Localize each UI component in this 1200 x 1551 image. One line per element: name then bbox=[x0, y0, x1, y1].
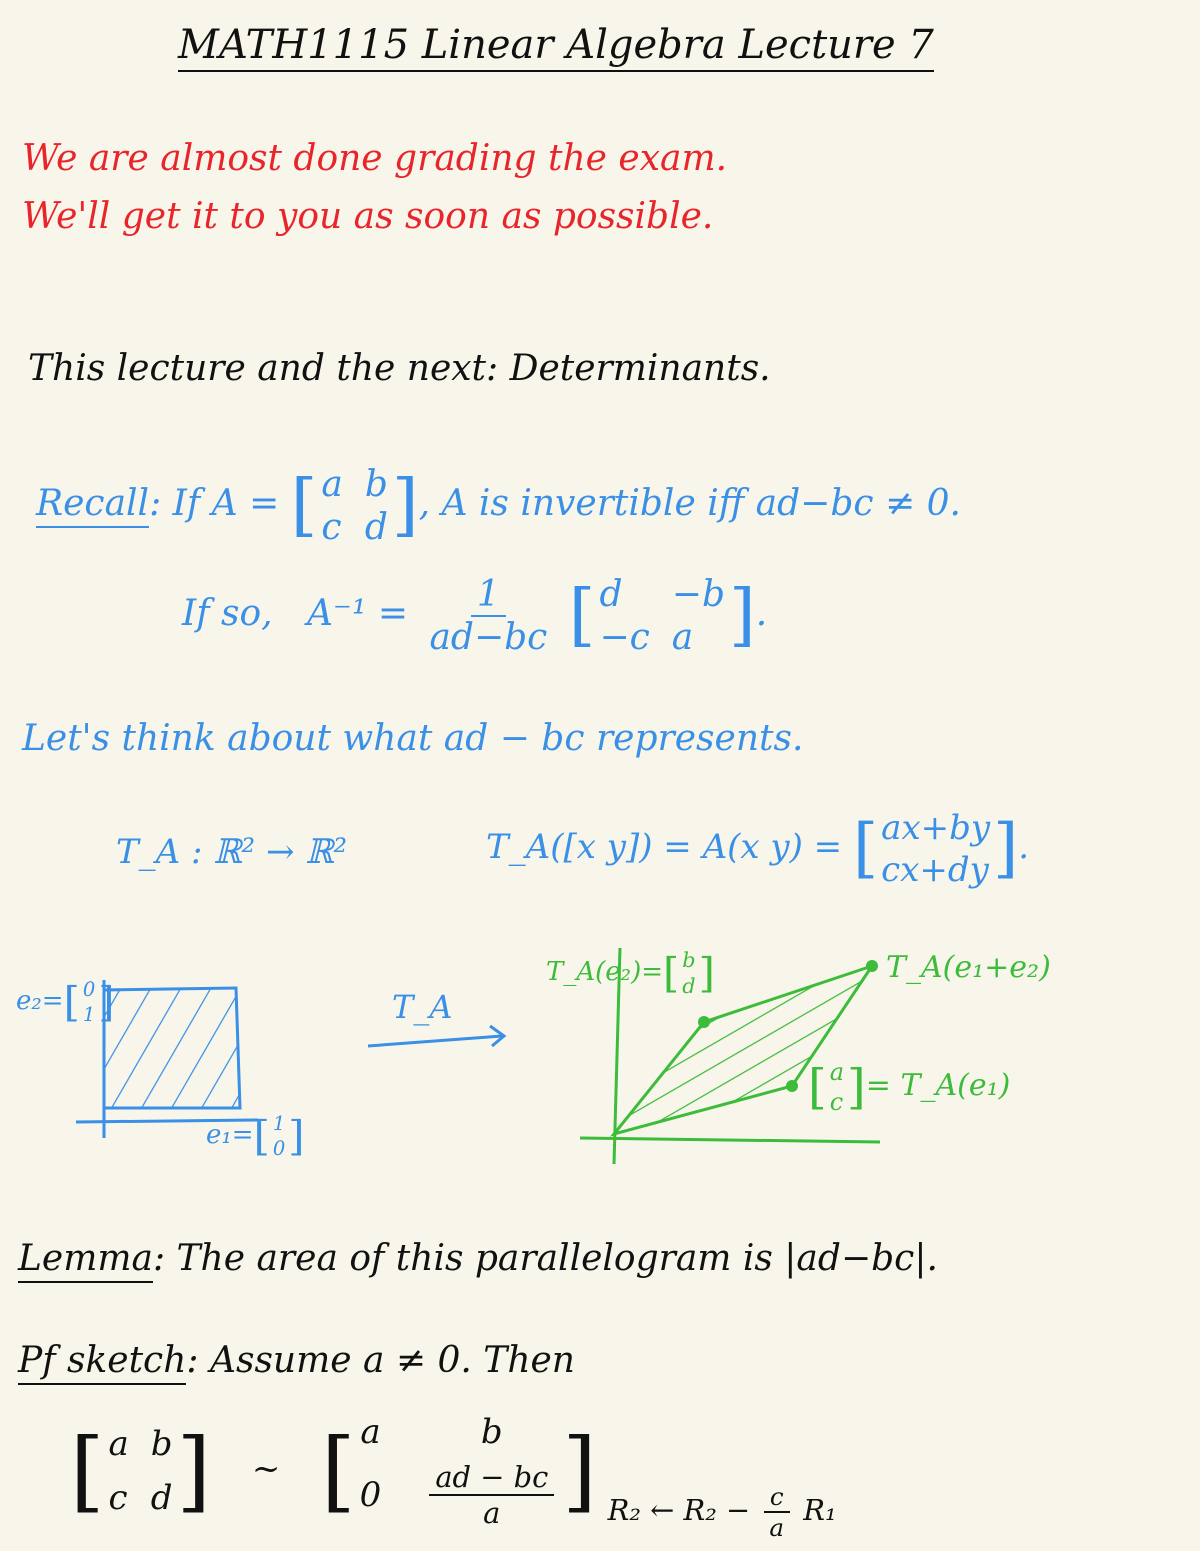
adj-entry: d bbox=[599, 574, 623, 615]
TA-e2-label bbox=[546, 948, 715, 998]
e2-vector: [ 0 1 ] bbox=[63, 977, 115, 1027]
adj-entry: −b bbox=[671, 574, 726, 615]
m1-entry: a bbox=[108, 1424, 129, 1464]
tilde: ~ bbox=[251, 1449, 281, 1489]
Ainv-eq: A⁻¹ = bbox=[306, 593, 408, 634]
think-line: Let's think about what ad − bc represents. bbox=[22, 718, 804, 759]
TA-e2-entry: b bbox=[682, 948, 696, 972]
fraction-denominator: ad−bc bbox=[429, 617, 548, 658]
recall-label: Recall bbox=[36, 483, 149, 528]
TA-e1-vector: [ a c ] bbox=[808, 1058, 866, 1116]
rowop-num: c bbox=[764, 1482, 790, 1513]
recall-A-eq: A = bbox=[211, 483, 280, 524]
matrix-A-entry: b bbox=[364, 464, 388, 505]
invertible-condition: , A is invertible iff ad−bc ≠ 0. bbox=[418, 483, 961, 524]
lemma-line bbox=[18, 1238, 938, 1279]
TA-e1-text: = T_A(e₁) bbox=[865, 1068, 1011, 1103]
result-entry: cx+dy bbox=[881, 850, 989, 890]
e2-label bbox=[16, 978, 115, 1026]
point-TA-e1 bbox=[786, 1080, 798, 1092]
e1-vector: [ 1 0 ] bbox=[253, 1111, 305, 1161]
m2-entry: a bbox=[360, 1412, 381, 1452]
transform-arrow bbox=[368, 1026, 504, 1046]
x-axis-2 bbox=[580, 1138, 880, 1142]
TA-e1-plus-e2-label: T_A(e₁+e₂) bbox=[886, 950, 1051, 985]
m1-entry: d bbox=[150, 1478, 173, 1518]
proof-label: Pf sketch bbox=[18, 1340, 186, 1385]
TA-result-vector: [ ax+by cx+dy ] bbox=[852, 808, 1019, 890]
TA-def-left: T_A([x y]) = A(x y) = bbox=[486, 827, 843, 867]
topic-line: This lecture and the next: Determinants. bbox=[28, 348, 771, 389]
arrow-label: T_A bbox=[392, 988, 453, 1026]
m2-fraction bbox=[429, 1460, 554, 1530]
m1-entry: c bbox=[108, 1478, 128, 1518]
unit-square bbox=[104, 988, 240, 1108]
fraction-numerator: 1 bbox=[471, 574, 506, 617]
announcement-line-2: We'll get it to you as soon as possible. bbox=[22, 196, 714, 237]
matrix-A: [ a b c d ] bbox=[290, 464, 419, 548]
recall-if: : If bbox=[149, 483, 201, 524]
matrix-A-entry: d bbox=[364, 507, 388, 548]
TA-e1-label bbox=[808, 1058, 1010, 1116]
adj-entry: a bbox=[671, 617, 694, 658]
lemma-label: Lemma bbox=[18, 1238, 153, 1283]
e1-entry: 1 bbox=[272, 1112, 286, 1135]
point-TA-e2 bbox=[698, 1016, 710, 1028]
e2-text: e₂= bbox=[16, 986, 64, 1016]
e1-entry: 0 bbox=[272, 1137, 286, 1160]
m2-frac-den: a bbox=[483, 1496, 501, 1530]
result-entry: ax+by bbox=[881, 808, 991, 848]
m2-entry: 0 bbox=[359, 1475, 382, 1515]
TA-e2-vector: [ b d ] bbox=[663, 948, 715, 998]
rowop-right: R₁ bbox=[803, 1493, 837, 1527]
proof-text: : Assume a ≠ 0. Then bbox=[186, 1340, 575, 1381]
rowop-fraction bbox=[763, 1482, 790, 1542]
TA-e1-entry: c bbox=[829, 1088, 844, 1116]
e2-entry: 0 bbox=[82, 978, 96, 1001]
proof-line bbox=[18, 1340, 575, 1381]
m1-entry: b bbox=[150, 1424, 173, 1464]
TA-e1-entry: a bbox=[829, 1058, 845, 1086]
row-reduction bbox=[70, 1412, 837, 1542]
lemma-text: : The area of this parallelogram is |ad−bc|. bbox=[152, 1238, 938, 1279]
row-operation bbox=[607, 1482, 837, 1542]
TA-definition: T_A([x y]) = A(x y) = [ ax+by cx+dy ] . bbox=[486, 808, 1030, 890]
e1-text: e₁= bbox=[206, 1120, 254, 1150]
map-definition: T_A : ℝ² → ℝ² bbox=[116, 832, 348, 872]
rowop-left: R₂ ← R₂ − bbox=[607, 1493, 751, 1527]
point-TA-e1-plus-e2 bbox=[866, 960, 878, 972]
announcement-line-1: We are almost done grading the exam. bbox=[22, 138, 728, 179]
inverse-formula: If so, A⁻¹ = $\frac{1}{ad-bc}$ [ d −b −c a ] . bbox=[182, 574, 768, 658]
e1-label bbox=[206, 1112, 305, 1160]
matrix-original: [ a b c d ] bbox=[70, 1418, 212, 1522]
m2-frac-num: ad − bc bbox=[429, 1460, 554, 1496]
matrix-A-entry: a bbox=[321, 464, 343, 505]
matrix-A-entry: c bbox=[321, 507, 342, 548]
page-title: MATH1115 Linear Algebra Lecture 7 bbox=[178, 22, 934, 72]
e2-entry: 1 bbox=[82, 1003, 96, 1026]
TA-e2-text: T_A(e₂)= bbox=[546, 957, 663, 987]
m2-entry: b bbox=[480, 1412, 503, 1452]
matrix-adjugate: [ d −b −c a ] bbox=[568, 574, 756, 658]
adj-entry: −c bbox=[599, 617, 650, 658]
TA-e2-entry: d bbox=[682, 974, 696, 998]
if-so-text: If so, bbox=[182, 593, 273, 634]
matrix-reduced: [ a b 0 $\frac{ad - bc}{a}$ ] bbox=[321, 1412, 597, 1530]
rowop-den: a bbox=[769, 1513, 785, 1542]
